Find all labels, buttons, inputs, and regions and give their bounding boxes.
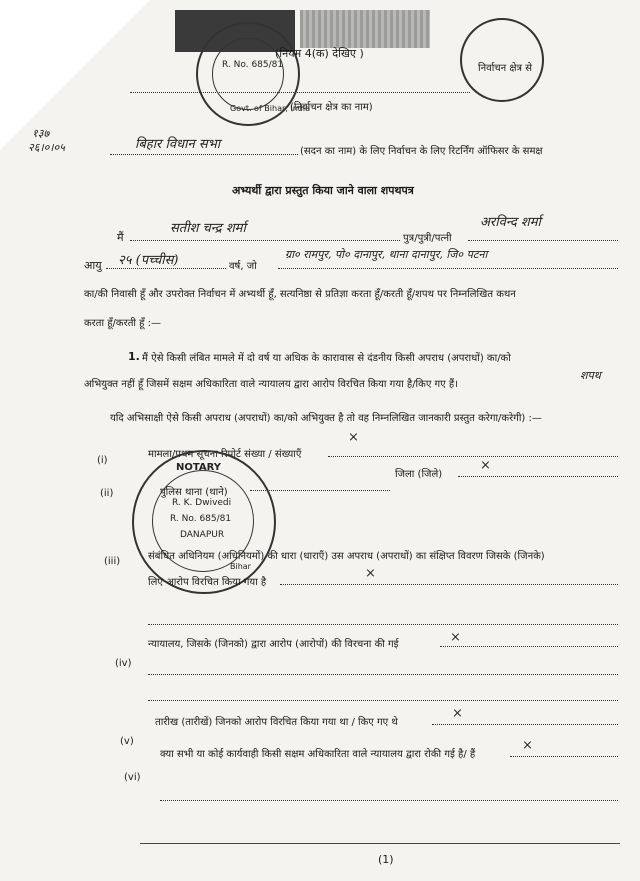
notary-title: NOTARY [176,462,222,473]
declaration-line-3: करता हूँ/करती हूँ :— [84,318,162,329]
top-seal-reg: R. No. 685/81 [222,60,284,70]
item-3-answer: × [365,566,376,581]
item-4-line [440,646,618,647]
item-6-line2 [160,800,618,801]
item-6-num: (vi) [124,772,141,783]
age-label: आयु [84,259,102,272]
item-4-answer: × [450,630,461,645]
item-3-line [280,584,618,585]
item-2-line [250,490,390,491]
item-2-label2: जिला (जिले) [395,469,443,480]
years-label: वर्ष, जो [229,261,257,272]
constituency-line [130,92,470,93]
item-6-line [510,756,618,757]
item-6-label: क्या सभी या कोई कार्यवाही किसी सक्षम अधिकारिता वाले न्यायालय द्वारा रोकी गई है/ हैं [160,749,476,760]
margin-note-1: १३७ [32,127,50,140]
clause1-margin-hw: शपथ [580,369,601,382]
top-seal-govt: Govt. of Bihar, India [230,104,310,113]
item-5-answer: × [452,706,463,721]
handwritten-house: बिहार विधान सभा [135,137,221,152]
footer-rule [140,843,620,844]
clause1-text-a: मैं ऐसे किसी लंबित मामले में दो वर्ष या अधिक के कारावास से दंडनीय किसी अपराध (अपराधों) का/को [142,353,511,364]
item-3-num: (iii) [104,556,121,567]
item-1-label: मामला/प्रथम सूचना रिपोर्ट संख्या / संख्याएँ [148,449,302,460]
age-line [106,268,226,269]
item-3-label2: लिए आरोप विरचित किया गया है [148,577,267,588]
item-2-line2 [458,476,618,477]
item-1-answer: × [348,430,359,445]
page-number: (1) [378,853,394,866]
folded-corner [0,0,150,150]
item-1-line [328,456,618,457]
item-4-num: (iv) [115,658,132,669]
clause1-number: 1. [128,350,140,363]
rule-text: (नियम 4(क) देखिए ) [275,47,364,60]
clause1-text-b: अभियुक्त नहीं हूँ जिसमें सक्षम अधिकारिता वाले न्यायालय द्वारा आरोप विरचित किया गया है/किए गए हैं। [84,379,458,390]
name-line [130,240,400,241]
applicant-name: सतीश चन्द्र शर्मा [170,221,246,236]
item-6-answer: × [522,738,533,753]
address-line [278,268,618,269]
house-hint: (सदन का नाम) के लिए निर्वाचन के लिए रिटर्निंग ऑफिसर के समक्ष [300,146,543,157]
item-3-label: संबंधित अधिनियम (अधिनियमों) की धारा (धाराएँ) उस अपराध (अपराधों) का संक्षिप्त विवरण जिसके (जिनके) [148,551,545,562]
item-4-line2 [148,674,618,675]
item-5-num: (v) [120,736,134,747]
father-name: अरविन्द शर्मा [480,215,541,230]
father-line [468,240,618,241]
item-5-label: तारीख (तारीखें) जिनको आरोप विरचित किया गया था / किए गए थे [155,717,398,728]
address-value: ग्रा० रामपुर, पो० दानापुर, थाना दानापुर, जि० पटना [285,248,488,261]
item-2-label: पुलिस थाना (थाने) [160,487,228,498]
document-title: अभ्यर्थी द्वारा प्रस्तुत किया जाने वाला शपथपत्र [232,184,414,197]
notary-reg: R. No. 685/81 [170,514,232,524]
item-4-label: न्यायालय, जिसके (जिनको) द्वारा आरोप (आरोपों) की विरचना की गई [148,639,399,650]
margin-note-2: २६।०।०५ [28,141,65,154]
house-line [110,154,298,155]
relation-label: पुत्र/पुत्री/पत्नी [403,233,452,244]
item-2-num: (ii) [100,488,114,499]
clause1-conditional: यदि अभिसाक्षी ऐसे किसी अपराध (अपराधों) का/को अभियुक्त है तो वह निम्नलिखित जानकारी प्रस्तुत करेगा/करेगी) :— [110,413,542,424]
prefix-me: मैं [117,231,124,244]
declaration-line-2: का/की निवासी हूँ और उपरोक्त निर्वाचन में अभ्यर्थी हूँ, सत्यनिष्ठा से प्रतिज्ञा करता हूँ/करती हूँ/शपथ पर निम्नलिखित कथन [84,289,516,300]
constituency-hint: (निर्वाचन क्षेत्र का नाम) [290,102,373,113]
notary-name: R. K. Dwivedi [172,498,232,508]
age-value: २५ (पच्चीस) [118,253,179,268]
item-1-num: (i) [97,455,108,466]
constituency-label: निर्वाचन क्षेत्र से [478,63,532,74]
revenue-stamp-strip [300,10,430,48]
item-3-line2 [148,624,618,625]
item-4-line3 [148,700,618,701]
notary-place: DANAPUR [180,530,225,540]
item-5-line [432,724,618,725]
item-2-answer: × [480,458,491,473]
notary-state: Bihar [230,562,251,571]
